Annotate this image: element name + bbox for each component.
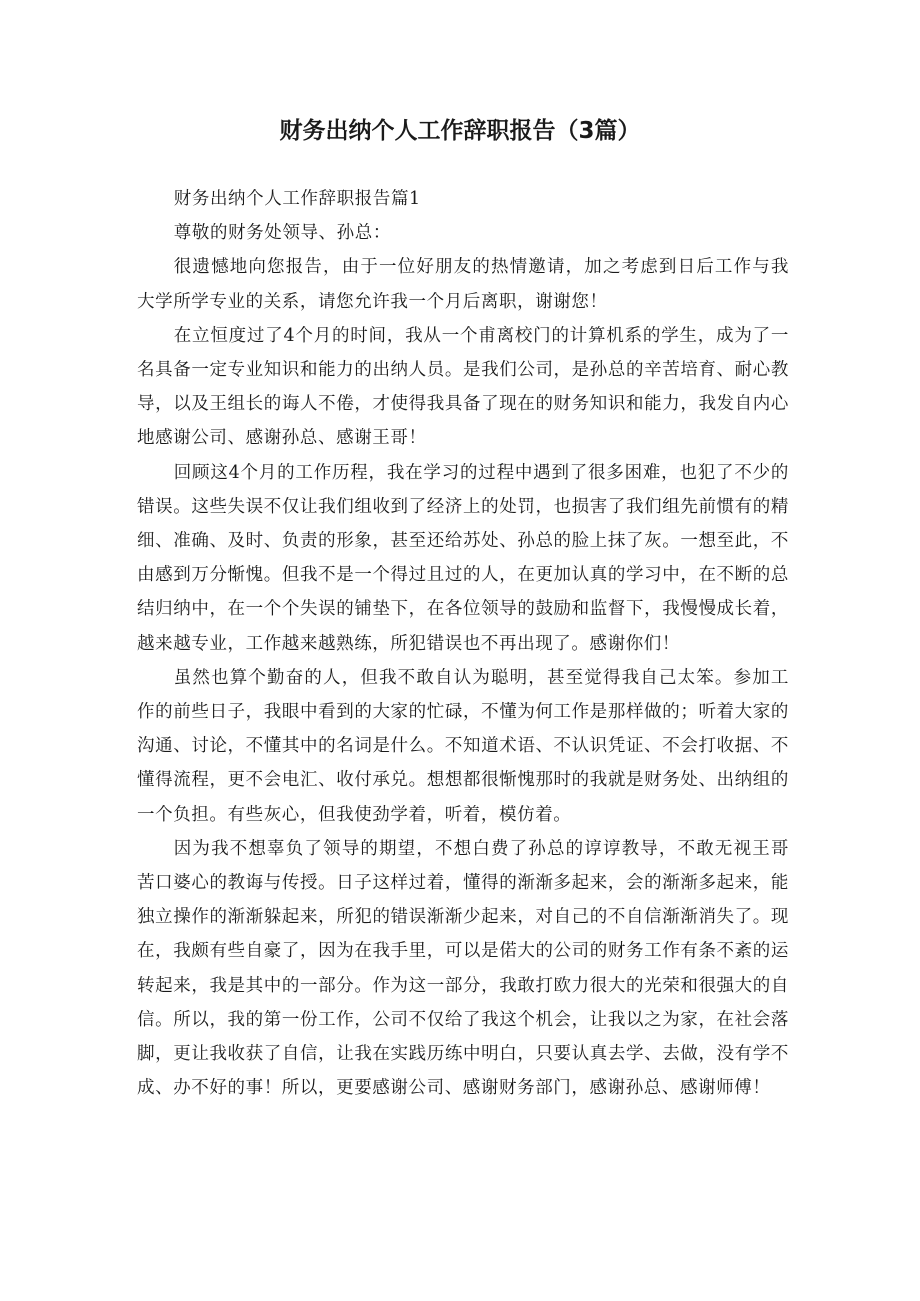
paragraph: 在立恒度过了4个月的时间，我从一个甫离校门的计算机系的学生，成为了一名具备一定专业知识和能力的出纳人员。是我们公司，是孙总的辛苦培育、耐心教导，以及王组长的诲人不倦，才使得我具备了现在的财务知识和能力，我发自内心地感谢公司、感谢孙总、感谢王哥！ — [137, 325, 789, 449]
paragraph: 虽然也算个勤奋的人，但我不敢自认为聪明，甚至觉得我自己太笨。参加工作的前些日子，我眼中看到的大家的忙碌，不懂为何工作是那样做的；听着大家的沟通、讨论，不懂其中的名词是什么。不知道术语、不认识凭证、不会打收据、不懂得流程，更不会电汇、收付承兑。想想都很惭愧那时的我就是财务处、出纳组的一个负担。有些灰心，但我使劲学着，听着，模仿着。 — [137, 667, 789, 825]
document-body — [137, 182, 789, 1105]
document-title: 财务出纳个人工作辞职报告（3篇） — [279, 118, 641, 144]
section-heading: 财务出纳个人工作辞职报告篇1 — [173, 189, 421, 209]
paragraph: 很遗憾地向您报告，由于一位好朋友的热情邀请，加之考虑到日后工作与我大学所学专业的关系，请您允许我一个月后离职，谢谢您！ — [137, 257, 789, 312]
paragraph: 回顾这4个月的工作历程，我在学习的过程中遇到了很多困难，也犯了不少的错误。这些失误不仅让我们组收到了经济上的处罚，也损害了我们组先前惯有的精细、准确、及时、负责的形象，甚至还给苏处、孙总的脸上抹了灰。一想至此，不由感到万分惭愧。但我不是一个得过且过的人，在更加认真的学习中，在不断的总结归纳中，在一个个失误的铺垫下，在各位领导的鼓励和监督下，我慢慢成长着，越来越专业，工作越来越熟练，所犯错误也不再出现了。感谢你们！ — [137, 462, 789, 654]
salutation: 尊敬的财务处领导、孙总： — [173, 223, 391, 244]
paragraph: 因为我不想辜负了领导的期望，不想白费了孙总的谆谆教导，不敢无视王哥苦口婆心的教诲与传授。日子这样过着，懂得的渐渐多起来，会的渐渐多起来，能独立操作的渐渐躲起来，所犯的错误渐渐少起来，对自己的不自信渐渐消失了。现在，我颇有些自豪了，因为在我手里，可以是偌大的公司的财务工作有条不紊的运转起来，我是其中的一部分。作为这一部分，我敢打欧力很大的光荣和很强大的自信。所以，我的第一份工作，公司不仅给了我这个机会，让我以之为家，在社会落脚，更让我收获了自信，让我在实践历练中明白，只要认真去学、去做，没有学不成、办不好的事！所以，更要感谢公司、感谢财务部门，感谢孙总、感谢师傅！ — [137, 838, 789, 1099]
